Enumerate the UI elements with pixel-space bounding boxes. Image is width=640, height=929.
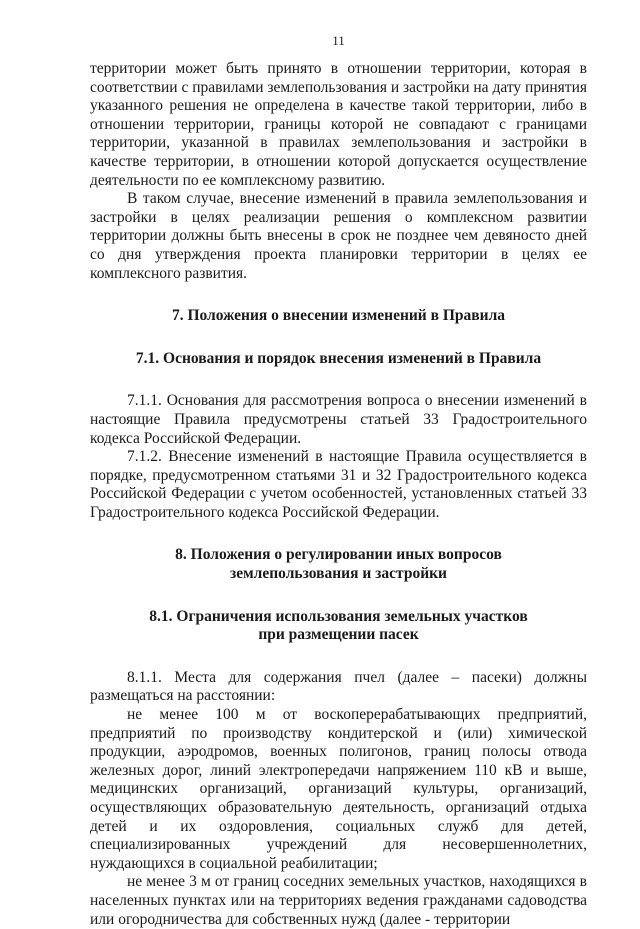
clause-8-1-1: 8.1.1. Места для содержания пчел (далее – пасеки) должны размещаться на расстоянии:: [90, 668, 587, 705]
section-heading-7: 7. Положения о внесении изменений в Правила: [171, 307, 506, 325]
page-number: 11: [332, 33, 345, 48]
document-page: [90, 0, 587, 928]
section-heading-8-line2: землепользования и застройки: [230, 565, 447, 583]
paragraph-continuation: территории может быть принято в отношении территории, которая в соответствии с правилами землепользования и застройки на дату принятия указанного решения не определена в качестве такой территории, либо в отношении территории, границы которой не совпадают с границами территории, указанной в правилах землепользования и застройки в качестве территории, в отношении которой допускается осуществление деятельности по ее комплексному развитию.: [90, 60, 587, 189]
subsection-heading-7-1: 7.1. Основания и порядок внесения изменений в Правила: [135, 349, 542, 367]
subsection-heading-8-1-line2: при размещении пасек: [258, 626, 419, 644]
section-heading-8-line1: 8. Положения о регулировании иных вопросов: [175, 546, 502, 564]
distance-100m-paragraph: не менее 100 м от воскоперерабатывающих предприятий, предприятий по производству кондитерской и (или) химической продукции, аэродромов, военных полигонов, границ полосы отвода железных дорог, линий электропередачи напряжением 110 кВ и выше, медицинских организаций, организаций культуры, организаций, осуществляющих образовательную деятельность, организаций отдыха детей и их оздоровления, социальных служб для детей, специализированных учреждений для несовершеннолетних, нуждающихся в социальной реабилитации;: [90, 706, 587, 872]
subsection-heading-8-1-line1: 8.1. Ограничения использования земельных участков: [149, 607, 528, 625]
paragraph-amendment-deadline: В таком случае, внесение изменений в правила землепользования и застройки в целях реализации решения о комплексном развитии территории должны быть внесены в срок не позднее чем девяносто дней со дня утверждения проекта планировки территории в целях ее комплексного развития.: [90, 190, 587, 282]
document-body: [90, 60, 587, 929]
clause-7-1-1: 7.1.1. Основания для рассмотрения вопроса о внесении изменений в настоящие Правила предусмотрены статьей 33 Градостроительного кодекса Российской Федерации.: [90, 392, 587, 447]
clause-7-1-2: 7.1.2. Внесение изменений в настоящие Правила осуществляется в порядке, предусмотренном статьями 31 и 32 Градостроительного кодекса Российской Федерации с учетом особенностей, установленных статьей 33 Градостроительного кодекса Российской Федерации.: [90, 448, 587, 521]
distance-3m-paragraph: не менее 3 м от границ соседних земельных участков, находящихся в населенных пунктах или на территориях ведения гражданами садоводства или огородничества для собственных нужд (далее - территории: [90, 873, 587, 928]
